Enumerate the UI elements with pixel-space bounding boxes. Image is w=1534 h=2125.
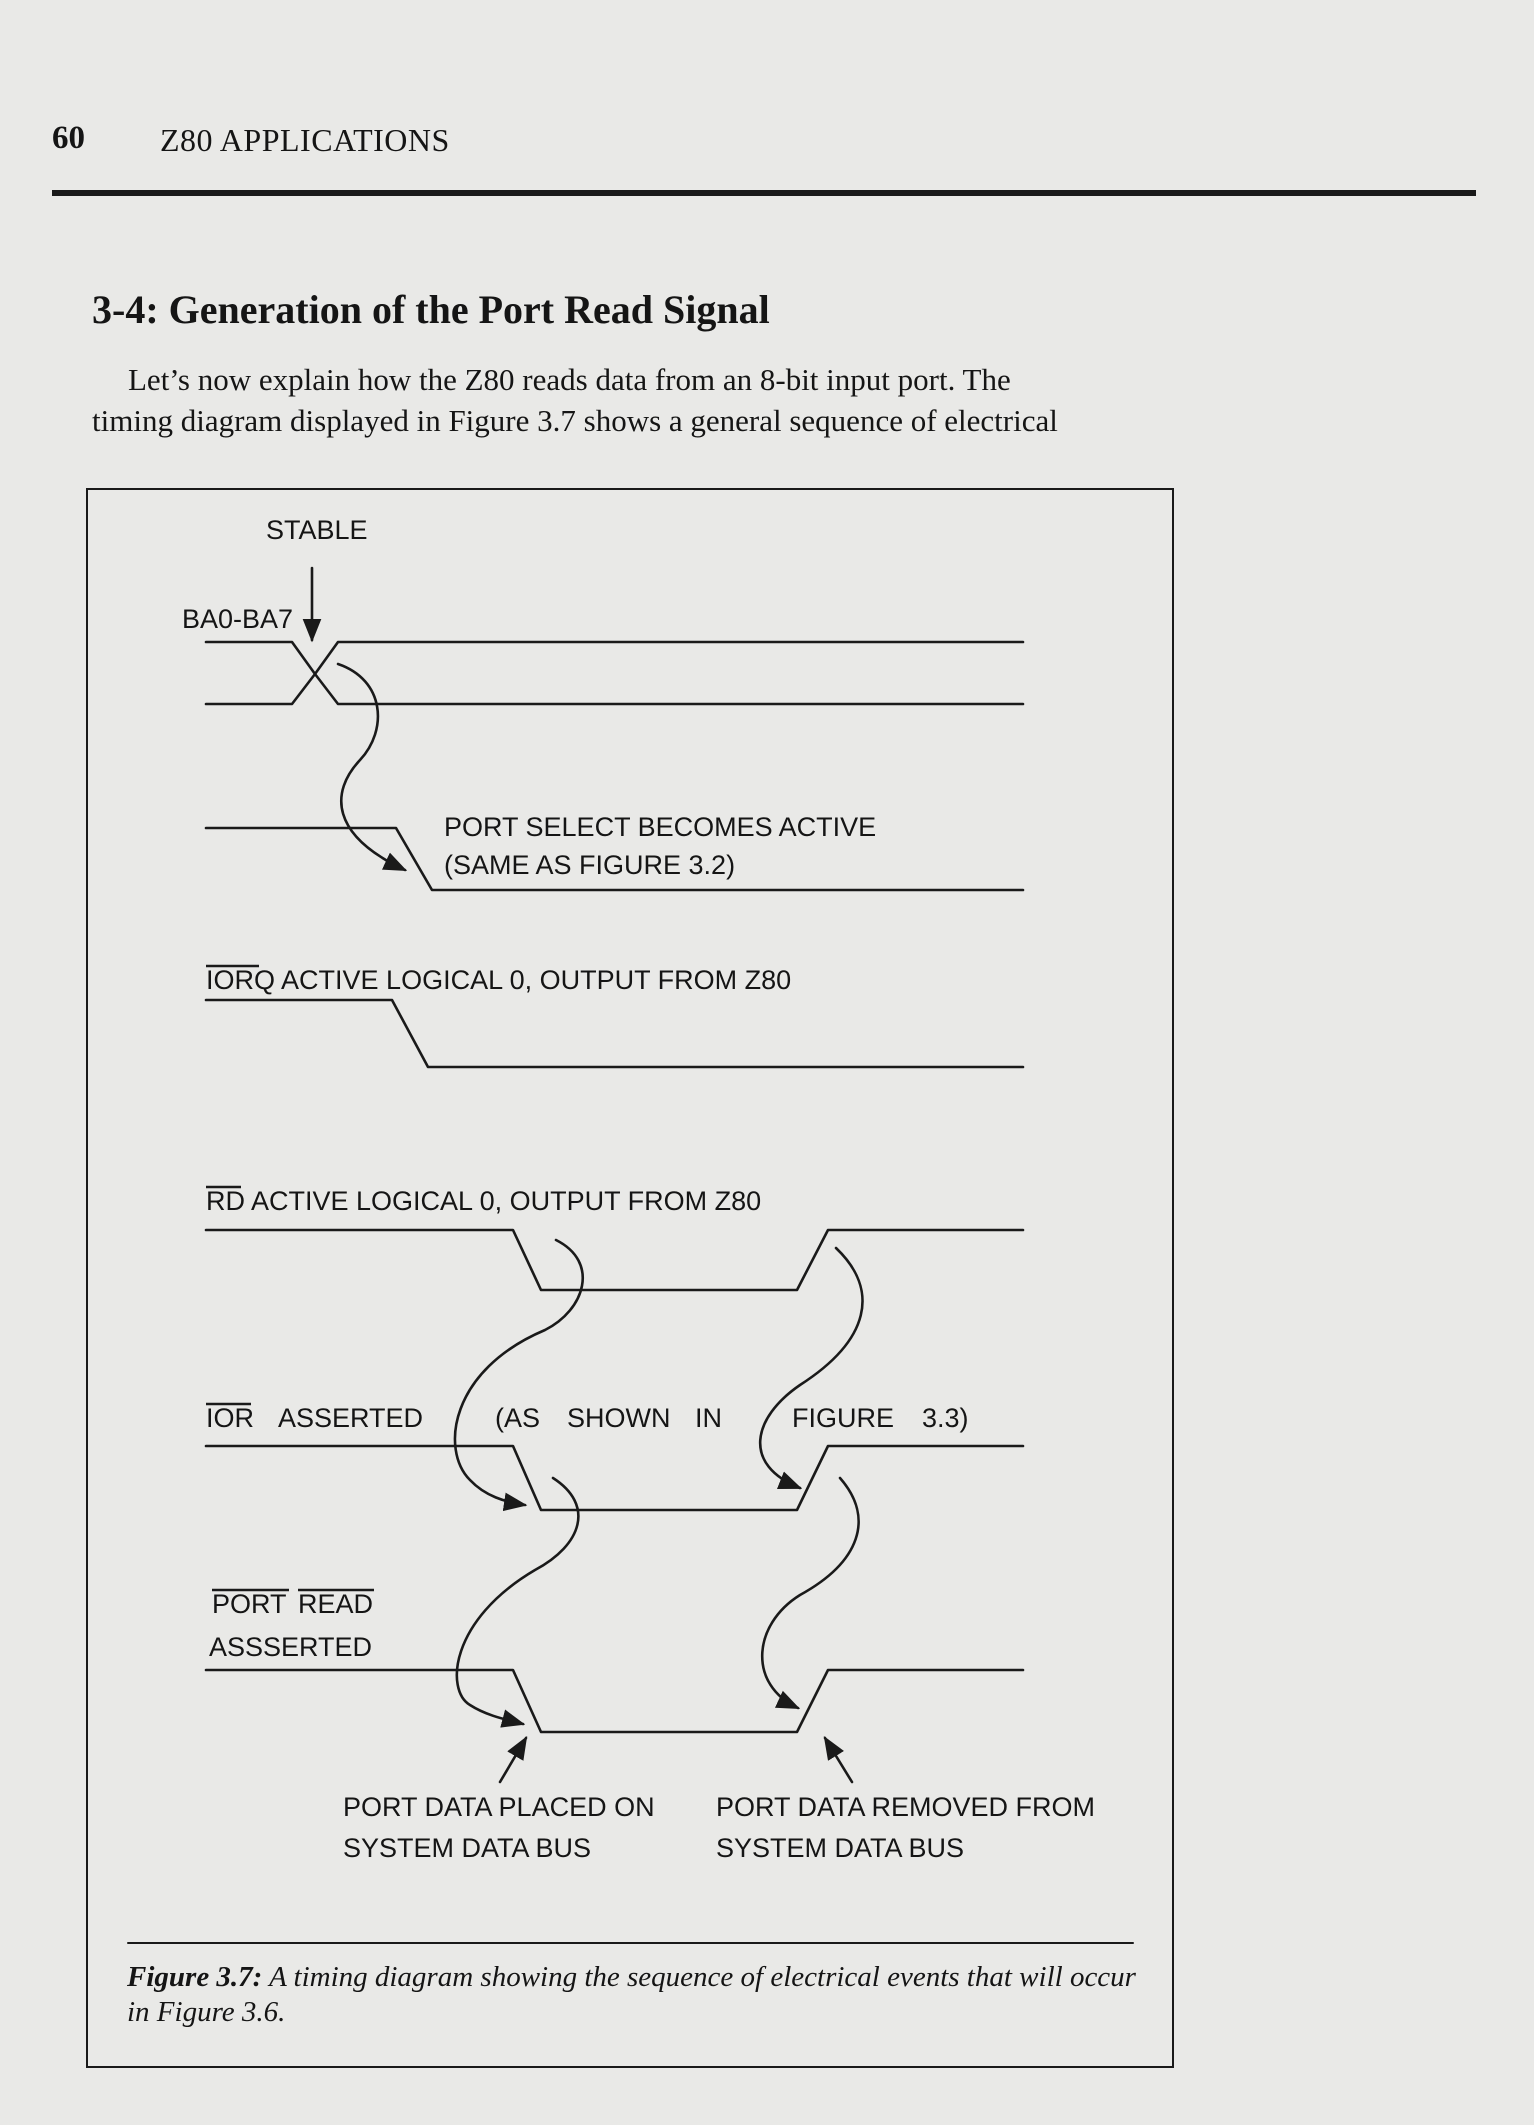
rd-to-ior-curve-left [455, 1240, 583, 1505]
rd-trace [206, 1230, 1023, 1290]
iorq-trace [206, 1000, 1023, 1067]
data-removed-label: PORT DATA REMOVED FROM [716, 1792, 1096, 1822]
running-head: Z80 APPLICATIONS [160, 122, 450, 158]
port-select-note: (SAME AS FIGURE 3.2) [444, 850, 736, 880]
as-word: (AS [495, 1403, 541, 1433]
bus-to-port-select-curve [338, 664, 405, 870]
bus-label: BA0-BA7 [182, 604, 294, 634]
figure-ref-word: FIGURE [792, 1403, 895, 1433]
figure-caption [127, 1960, 1147, 2030]
body-text-line: timing diagram displayed in Figure 3.7 shows a general sequence of electrical [92, 403, 1058, 438]
iorq-description: ACTIVE LOGICAL 0, OUTPUT FROM Z80 [275, 965, 792, 995]
data-removed-label-2: SYSTEM DATA BUS [716, 1833, 965, 1863]
iorq-label [206, 965, 791, 995]
figure-ref-number: 3.3) [922, 1403, 969, 1433]
iorq-signal-name: IORQ [206, 965, 276, 995]
rd-to-ior-curve-right [760, 1248, 862, 1488]
ior-signal-name: IOR [206, 1403, 255, 1433]
data-placed-arrow [500, 1738, 526, 1782]
shown-word: SHOWN [567, 1403, 671, 1433]
port-signal-name: PORT [212, 1589, 287, 1619]
ior-to-port-read-curve-right [762, 1478, 858, 1708]
data-placed-label: PORT DATA PLACED ON [343, 1792, 655, 1822]
page-number: 60 [52, 120, 85, 156]
port-read-trace [206, 1670, 1023, 1732]
rd-signal-name: RD [206, 1186, 245, 1216]
rd-label [206, 1186, 761, 1216]
data-removed-arrow [825, 1738, 852, 1782]
ior-to-port-read-curve-left [457, 1478, 579, 1724]
in-word: IN [695, 1403, 722, 1433]
port-read-asserted-label: ASSSERTED [209, 1632, 373, 1662]
bus-lower-trace [206, 674, 1023, 704]
caption-label: Figure 3.7: [127, 1961, 263, 1993]
ior-asserted-label: ASSERTED [278, 1403, 424, 1433]
read-signal-name: READ [298, 1589, 374, 1619]
bus-upper-trace [206, 642, 1023, 674]
rd-description: ACTIVE LOGICAL 0, OUTPUT FROM Z80 [245, 1186, 762, 1216]
stable-label: STABLE [266, 515, 368, 545]
data-placed-label-2: SYSTEM DATA BUS [343, 1833, 592, 1863]
port-select-label: PORT SELECT BECOMES ACTIVE [444, 812, 877, 842]
body-text-line: Let’s now explain how the Z80 reads data from an 8-bit input port. The [128, 362, 1011, 397]
caption-text: A timing diagram showing the sequence of electrical events that will occur in Figure 3.6. [127, 1961, 1136, 2028]
section-heading: 3-4: Generation of the Port Read Signal [92, 287, 770, 332]
ior-trace [206, 1446, 1023, 1510]
